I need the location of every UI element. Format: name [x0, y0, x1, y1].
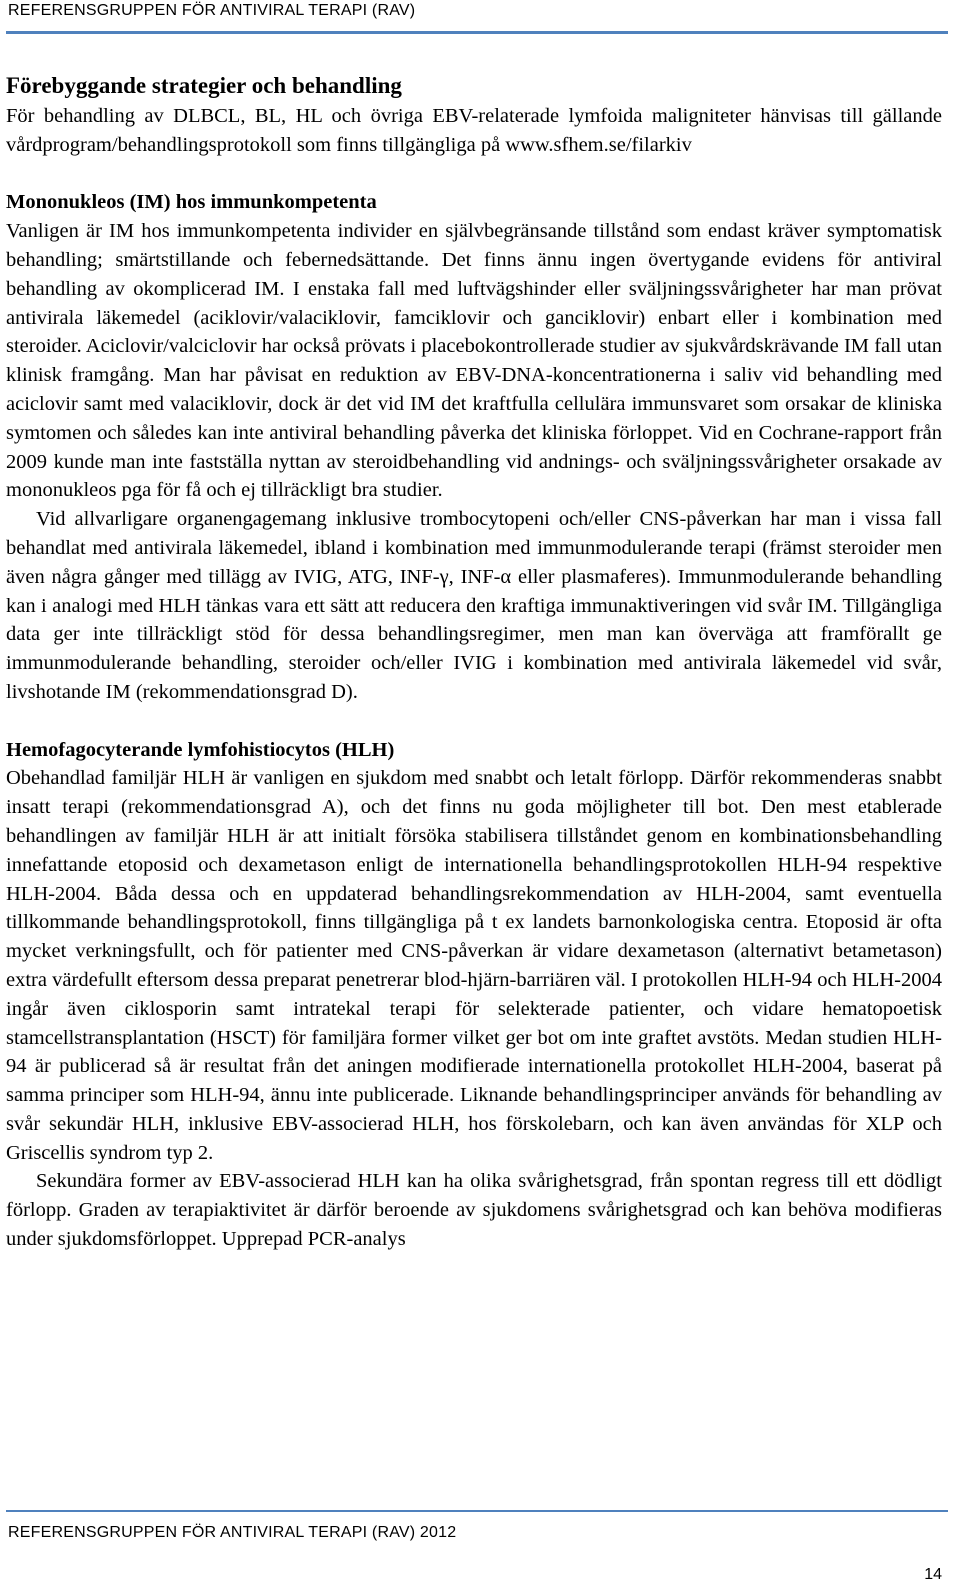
- page-number: 14: [924, 1566, 942, 1583]
- section-mononucleosis: [6, 188, 942, 706]
- header-title: REFERENSGRUPPEN FÖR ANTIVIRAL TERAPI (RAV): [8, 2, 416, 19]
- document-body: [6, 70, 942, 1254]
- header-rule: [6, 31, 948, 34]
- section-hlh: [6, 736, 942, 1254]
- paragraph-prevention: För behandling av DLBCL, BL, HL och övriga EBV-relaterade lymfoida maligniteter hänvisas till gällande vårdprogram/behandlingsprotokoll som finns tillgängliga på www.sfhem.se/filarkiv: [6, 105, 942, 156]
- spacer: [6, 707, 942, 736]
- section-heading-mononucleosis: Mononukleos (IM) hos immunkompetenta: [6, 191, 377, 214]
- paragraph-mononucleosis-2: Vid allvarligare organengagemang inklusive trombocytopeni och/eller CNS-påverkan har man i vissa fall behandlat med antivirala läkemedel, ibland i kombination med immunmodulerande terapi (främst steroider men även några gånger med tillägg av IVIG, ATG, INF-γ, INF-α eller plasmaferes). Immunmodulerande behandling kan i analogi med HLH tänkas vara ett sätt att reducera den kraftiga immunaktiveringen vid svår IM. Tillgängliga data ger inte tillräckligt stöd för dessa behandlingsregimer, men man kan överväga att framförallt ge immunmodulerande behandling, steroider och/eller IVIG i kombination med antivirala läkemedel vid svår, livshotande IM (rekommendationsgrad D).: [6, 508, 942, 703]
- paragraph-mononucleosis-1: Vanligen är IM hos immunkompetenta individer en självbegränsande tillstånd som endast kräver symptomatisk behandling; smärtstillande och febernedsättande. Det finns ännu ingen övertygande evidens för antiviral behandling av okomplicerad IM. I enstaka fall med luftvägshinder eller sväljningssvårigheter har man prövat antivirala läkemedel (aciklovir/valaciklovir, famciklovir och ganciklovir) enbart eller i kombination med steroider. Aciclovir/valciclovir har också prövats i placebokontrollerade studier av sjukvårdskrävande IM fall utan klinisk framgång. Man har påvisat en reduktion av EBV-DNA-koncentrationerna i saliv vid behandling med aciclovir samt med valaciklovir, dock är det vid IM det kraftfulla cellulära immunsvaret som orsakar de kliniska symtomen och således kan inte antiviral behandling påverka det kliniska förloppet. Vid en Cochrane-rapport från 2009 kunde man inte fastställa nyttan av steroidbehandling vid andnings- och sväljningssvårigheter orsakade av mononukleos pga för få och ej tillräckligt bra studier.: [6, 220, 942, 502]
- section-prevention: [6, 70, 942, 160]
- paragraph-hlh-2: Sekundära former av EBV-associerad HLH kan ha olika svårighetsgrad, från spontan regress till ett dödligt förlopp. Graden av terapiaktivitet är därför beroende av sjukdomens svårighetsgrad och kan behöva modifieras under sjukdomsförloppet. Upprepad PCR-analys: [6, 1170, 942, 1251]
- page-header: [6, 0, 948, 32]
- footer-text: REFERENSGRUPPEN FÖR ANTIVIRAL TERAPI (RAV) 2012: [8, 1524, 457, 1541]
- paragraph-hlh-1: Obehandlad familjär HLH är vanligen en sjukdom med snabbt och letalt förlopp. Därför rekommenderas snabbt insatt terapi (rekommendationsgrad A), och det finns nu goda möjligheter till bot. Den mest etablerade behandlingen av familjär HLH är att initialt försöka stabilisera tillståndet genom en kombinationsbehandling innefattande etoposid och dexametason enligt de internationella behandlingsprotokollen HLH-94 respektive HLH-2004. Båda dessa och en uppdaterad behandlingsrekommendation av HLH-2004, samt eventuella tillkommande behandlingsprotokoll, finns tillgängliga på t ex landets barnonkologiska centra. Etoposid är ofta mycket verkningsfullt, och för patienter med CNS-påverkan är vidare dexametason (alternativt betametason) extra värdefullt eftersom dessa preparat penetrerar blod-hjärn-barriären väl. I protokollen HLH-94 och HLH-2004 ingår även ciklosporin samt intratekal terapi för selekterade patienter, och vidare hematopoetisk stamcellstransplantation (HSCT) för familjära former vilket ger bot om inte graftet avstöts. Medan studien HLH-94 är publicerad så är resultat från det aningen modifierade internationella protokollet HLH-2004, baserat på samma principer som HLH-94, ännu inte publicerade. Liknande behandlingsprinciper används för behandling av svår sekundär HLH, inklusive EBV-associerad HLH, hos förskolebarn, och kan även användas för XLP och Griscellis syndrom typ 2.: [6, 767, 942, 1164]
- section-heading-prevention: Förebyggande strategier och behandling: [6, 73, 402, 98]
- footer-rule: [6, 1510, 948, 1512]
- spacer: [6, 160, 942, 189]
- section-heading-hlh: Hemofagocyterande lymfohistiocytos (HLH): [6, 738, 395, 761]
